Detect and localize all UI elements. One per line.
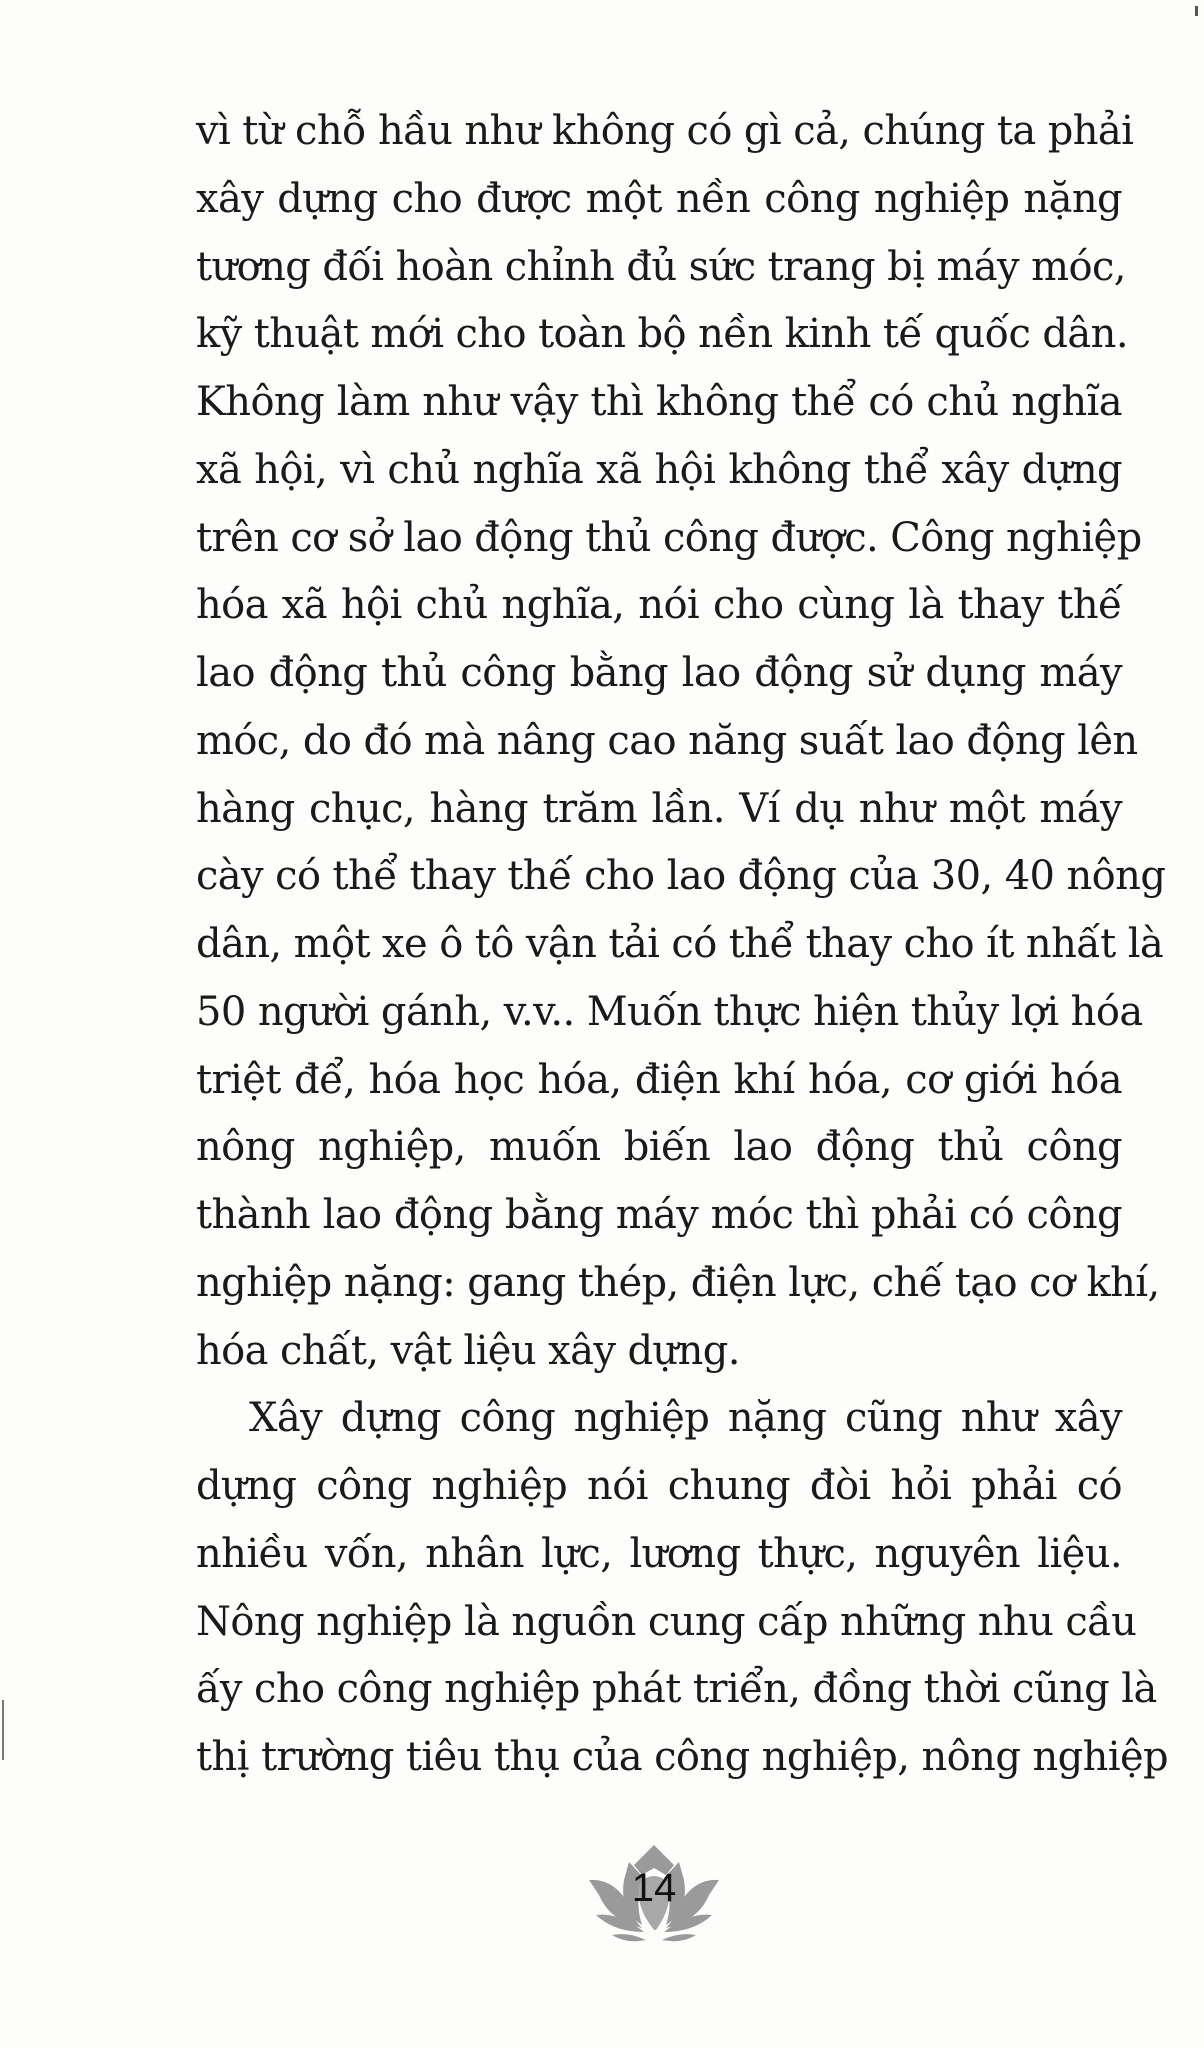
text-line: vì từ chỗ hầu như không có gì cả, chúng ta phải: [196, 108, 1134, 154]
page-number: 14: [631, 1866, 677, 1910]
text-line: kỹ thuật mới cho toàn bộ nền kinh tế quốc dân.: [196, 311, 1128, 358]
page-body: [196, 98, 1169, 1792]
text-line: xây dựng cho được một nền công nghiệp nặng: [196, 175, 1122, 222]
text-line: ấy cho công nghiệp phát triển, đồng thời cũng là: [196, 1666, 1157, 1713]
scan-edge-mark: [1195, 6, 1198, 16]
text-line: Nông nghiệp là nguồn cung cấp những nhu cầu: [196, 1598, 1137, 1645]
text-line: trên cơ sở lao động thủ công được. Công nghiệp: [196, 514, 1142, 561]
text-line: Không làm như vậy thì không thể có chủ nghĩa: [196, 379, 1122, 425]
text-line: dựng công nghiệp nói chung đòi hỏi phải có: [196, 1463, 1122, 1509]
text-line: Xây dựng công nghiệp nặng cũng như xây: [249, 1395, 1122, 1442]
text-line: hóa chất, vật liệu xây dựng.: [196, 1327, 740, 1374]
text-line: hóa xã hội chủ nghĩa, nói cho cùng là thay thế: [196, 582, 1122, 629]
text-line: nghiệp nặng: gang thép, điện lực, chế tạo cơ khí,: [196, 1259, 1160, 1306]
text-line: cày có thể thay thế cho lao động của 30, 40 nông: [196, 853, 1166, 900]
text-line: hàng chục, hàng trăm lần. Ví dụ như một máy: [196, 785, 1122, 832]
text-line: nhiều vốn, nhân lực, lương thực, nguyên liệu.: [196, 1530, 1122, 1577]
text-line: móc, do đó mà nâng cao năng suất lao động lên: [196, 717, 1138, 764]
text-line: tương đối hoàn chỉnh đủ sức trang bị máy móc,: [196, 243, 1126, 290]
text-line: lao động thủ công bằng lao động sử dụng máy: [196, 650, 1122, 696]
text-line: thành lao động bằng máy móc thì phải có công: [196, 1192, 1122, 1238]
page-number-ornament: [574, 1840, 734, 1950]
text-line: xã hội, vì chủ nghĩa xã hội không thể xây dựng: [196, 446, 1122, 493]
text-line: nông nghiệp, muốn biến lao động thủ công: [196, 1124, 1122, 1171]
text-line: 50 người gánh, v.v.. Muốn thực hiện thủy lợi hóa: [196, 988, 1143, 1035]
text-line: dân, một xe ô tô vận tải có thể thay cho ít nhất là: [196, 921, 1164, 967]
scan-margin-mark: [2, 1700, 4, 1760]
text-line: thị trường tiêu thụ của công nghiệp, nông nghiệp: [196, 1734, 1169, 1780]
text-line: triệt để, hóa học hóa, điện khí hóa, cơ giới hóa: [196, 1056, 1122, 1103]
